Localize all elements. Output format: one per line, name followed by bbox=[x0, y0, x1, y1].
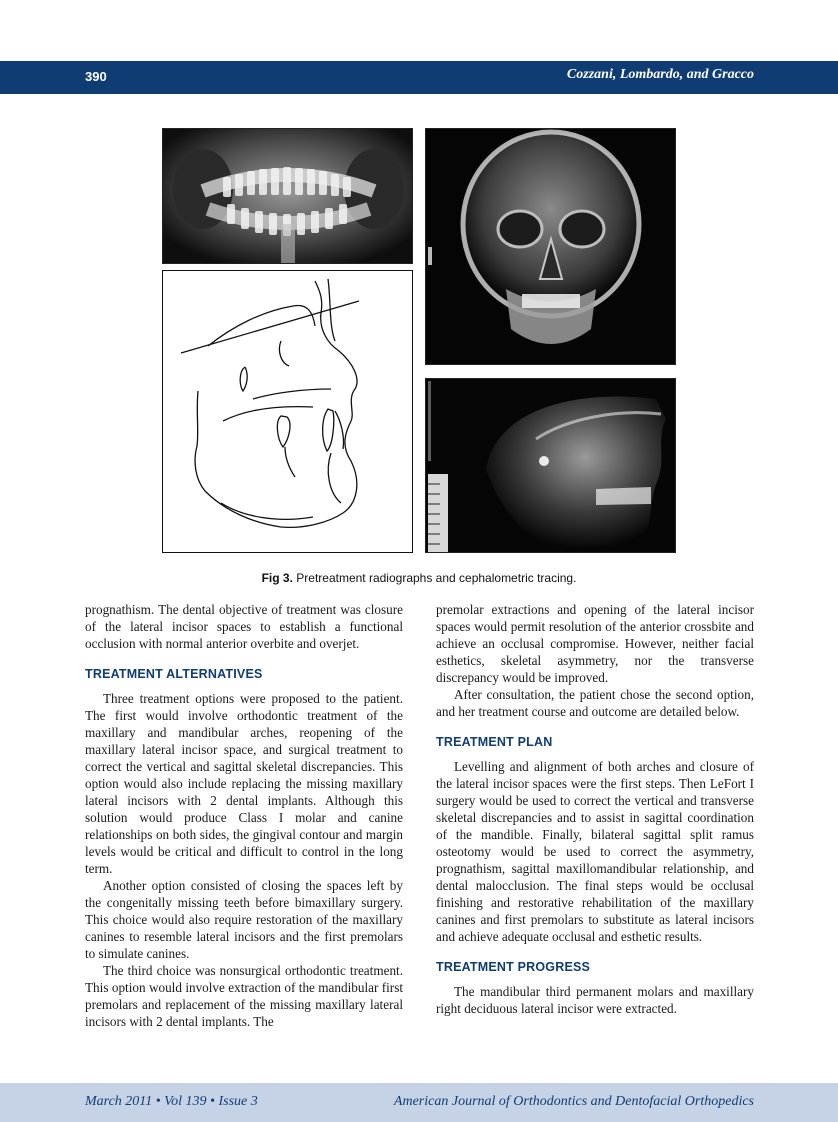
header-bar bbox=[0, 61, 838, 94]
section-heading-treatment-plan: TREATMENT PLAN bbox=[436, 735, 553, 749]
paragraph: Another option consisted of closing the spaces left by the congenitally missing teeth before bimaxillary surgery. This choice would also require restoration of the maxillary canines to resemble lateral incisors and the first premolars to simulate canines. bbox=[85, 878, 403, 961]
left-column bbox=[85, 601, 403, 1030]
footer-journal: American Journal of Orthodontics and Dentofacial Orthopedics bbox=[393, 1094, 754, 1109]
figure-caption bbox=[0, 571, 838, 585]
running-authors: Cozzani, Lombardo, and Gracco bbox=[566, 67, 754, 82]
paragraph: prognathism. The dental objective of treatment was closure of the lateral incisor spaces to establish a functional occlusion with normal anterior overbite and overjet. bbox=[85, 602, 403, 651]
right-column bbox=[436, 601, 754, 1017]
section-heading-treatment-progress: TREATMENT PROGRESS bbox=[436, 960, 591, 974]
page-number: 390 bbox=[85, 69, 107, 84]
frontal-cephalogram bbox=[425, 128, 676, 365]
footer-issue: March 2011 • Vol 139 • Issue 3 bbox=[85, 1094, 258, 1109]
paragraph: Levelling and alignment of both arches and closure of the lateral incisor spaces were the first steps. Then LeFort I surgery would be used to correct the vertical and transverse skeletal discrepancies and to assist in sagittal coordination of the mandible. Finally, bilateral sagittal split ramus osteotomy would be used to correct the asymmetry, prognathism, sagittal maxillomandibular relationship, and dental malocclusion. The final steps would be occlusal finishing and restorative rehabilitation of the maxillary canines and first premolars to substitute as lateral incisors and achieve adequate occlusal and esthetic results. bbox=[436, 759, 754, 944]
figure-label: Fig 3. bbox=[261, 571, 293, 585]
cephalometric-tracing bbox=[162, 270, 413, 553]
paragraph: Three treatment options were proposed to the patient. The first would involve orthodontic treatment of the maxillary and mandibular arches, reopening of the maxillary lateral incisor space, and surgical treatment to correct the vertical and sagittal skeletal discrepancies. This option would also include replacing the missing maxillary lateral incisors with 2 dental implants. Although this solution would produce Class I molar and canine relationships on both sides, the gingival contour and margin levels would be critical and difficult to control in the long term. bbox=[85, 691, 403, 876]
paragraph: The mandibular third permanent molars and maxillary right deciduous lateral incisor were extracted. bbox=[436, 984, 754, 1016]
lateral-cephalogram bbox=[425, 378, 676, 553]
footer-bar bbox=[0, 1083, 838, 1122]
section-heading-treatment-alternatives: TREATMENT ALTERNATIVES bbox=[85, 667, 263, 681]
paragraph: After consultation, the patient chose the second option, and her treatment course and outcome are detailed below. bbox=[436, 687, 754, 719]
paragraph: premolar extractions and opening of the lateral incisor spaces would permit resolution of the anterior crossbite and achieve an occlusal compromise. However, neither facial esthetics, skeletal asymmetry, nor the transverse discrepancy would be improved. bbox=[436, 602, 754, 685]
figure-caption-text: Pretreatment radiographs and cephalometric tracing. bbox=[296, 571, 577, 585]
panoramic-radiograph bbox=[162, 128, 413, 264]
paragraph: The third choice was nonsurgical orthodontic treatment. This option would involve extraction of the mandibular first premolars and replacement of the missing maxillary lateral incisors with 2 dental implants. The bbox=[85, 963, 403, 1029]
